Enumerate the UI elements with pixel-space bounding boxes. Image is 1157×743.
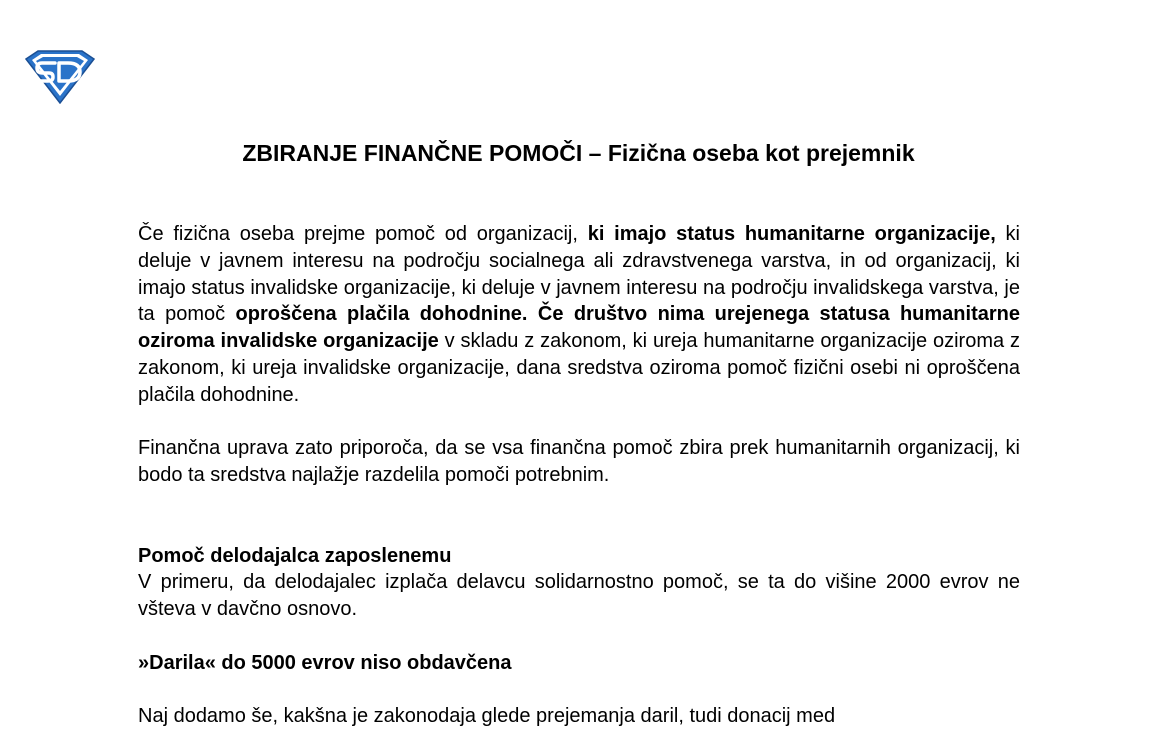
paragraph-recommendation: Finančna uprava zato priporoča, da se vsa finančna pomoč zbira prek humanitarnih organizacij, ki bodo ta sredstva najlažje razdelila pomoči potrebnim. <box>138 437 1020 487</box>
spacer <box>138 489 1020 543</box>
spacer <box>138 677 1020 704</box>
paragraph1-text-2: ki deluje v javnem interesu na področju socialnega ali zdravstvenega varstva, in od organizacij, ki imajo status invalidske organizacije, ki deluje v javnem interesu na področju invalidskega varstva, je ta pomoč <box>138 223 1020 326</box>
section-heading-employer-aid: Pomoč delodajalca zaposlenemu <box>138 544 452 567</box>
section-text-gifts: Naj dodamo še, kakšna je zakonodaja glede prejemanja daril, tudi donacij med <box>138 705 836 728</box>
paragraph1-bold-humanitarian: ki imajo status humanitarne organizacije, <box>587 223 996 245</box>
section-text-employer-aid: V primeru, da delodajalec izplača delavcu solidarnostno pomoč, se ta do višine 2000 evrov ne všteva v davčno osnovo. <box>138 571 1020 621</box>
sd-logo-icon <box>22 50 96 104</box>
document-body <box>138 221 1020 730</box>
paragraph-income-tax-exemption <box>138 221 1020 409</box>
paragraph1-text-3: v skladu z zakonom, ki ureja humanitarne organizacije oziroma z zakonom, ki ureja invalidske organizacije, dana sredstva oziroma pomoč fizični osebi ni oproščena plačila dohodnine. <box>138 330 1020 406</box>
spacer <box>138 623 1020 650</box>
paragraph1-bold-exemption: oproščena plačila dohodnine. Če društvo nima urejenega statusa humanitarne oziroma invalidske organizacije <box>138 303 1020 353</box>
section-heading-gifts: »Darila« do 5000 evrov niso obdavčena <box>138 651 512 674</box>
document-title: ZBIRANJE FINANČNE POMOČI – Fizična oseba kot prejemnik <box>242 140 915 166</box>
paragraph1-text-1: Če fizična oseba prejme pomoč od organizacij, <box>138 223 588 245</box>
